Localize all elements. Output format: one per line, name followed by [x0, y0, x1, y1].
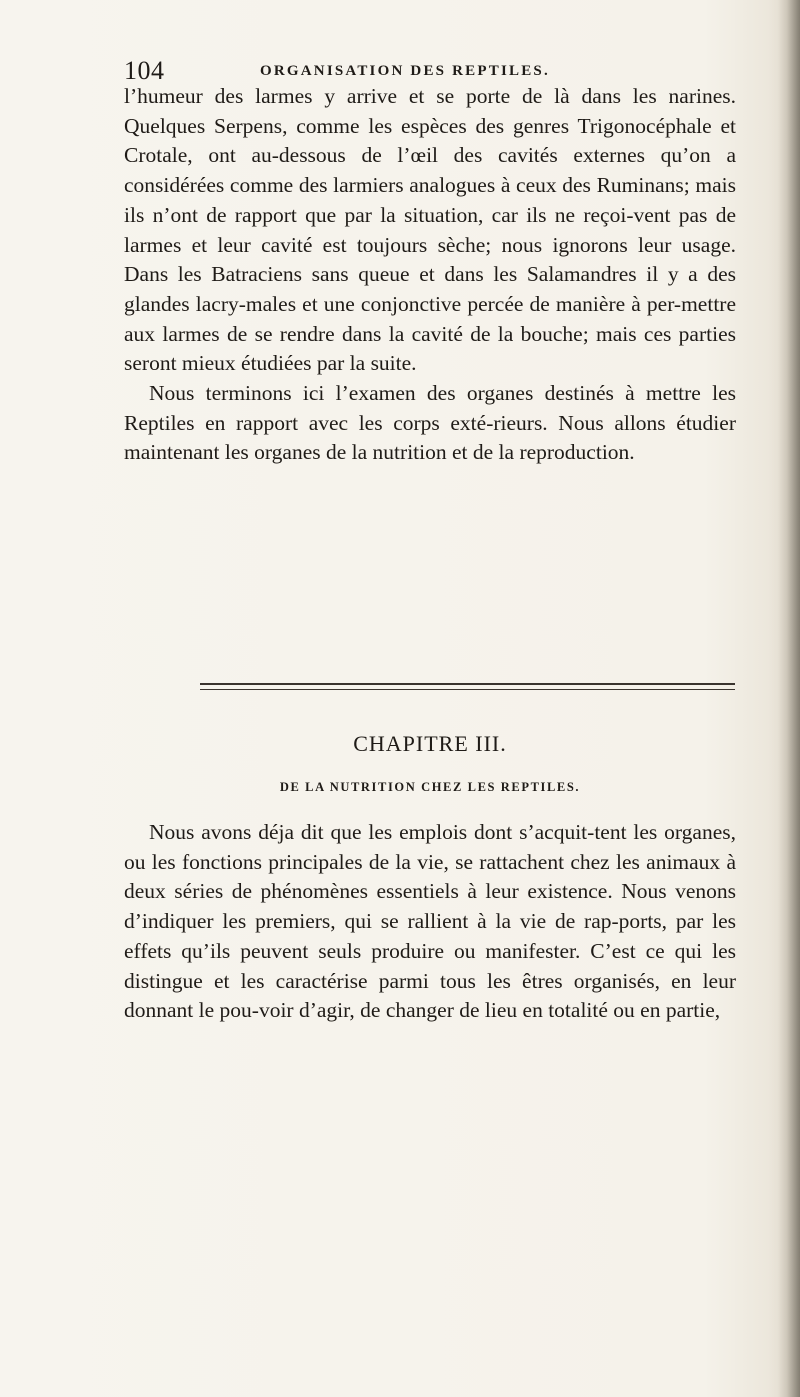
page-edge-shadow: [778, 0, 800, 1397]
paragraph: Nous terminons ici l’examen des organes destinés à mettre les Reptiles en rapport avec les corps exté-rieurs. Nous allons étudier maintenant les organes de la nutrition et de la reproduction.: [124, 381, 736, 465]
chapter-divider-thin: [200, 689, 735, 690]
text-block-before-chapter: [124, 82, 736, 468]
paragraph: l’humeur des larmes y arrive et se porte de là dans les narines. Quelques Serpens, comme les espèces des genres Trigonocéphale et Crotale, ont au-dessous de l’œil des cavités externes qu’on a considérées comme des larmiers analogues à ceux des Ruminans; mais ils n’ont de rapport que par la situation, car ils ne reçoi-vent pas de larmes et leur cavité est toujours sèche; nous ignorons leur usage. Dans les Batraciens sans queue et dans les Salamandres il y a des glandes lacry-males et une conjonctive percée de manière à per-mettre aux larmes de se rendre dans la cavité de la bouche; mais ces parties seront mieux étudiées par la suite.: [124, 84, 736, 376]
chapter-subtitle: DE LA NUTRITION CHEZ LES REPTILES.: [279, 780, 581, 794]
chapter-title: CHAPITRE III.: [353, 731, 507, 756]
paragraph: Nous avons déja dit que les emplois dont s’acquit-tent les organes, ou les fonctions principales de la vie, se rattachent chez les animaux à deux séries de phénomènes essentiels à leur existence. Nous venons d’indiquer les premiers, qui se rallient à la vie de rap-ports, par les effets qu’ils peuvent seuls produire ou manifester. C’est ce qui les distingue et les caractérise parmi tous les êtres organisés, en leur donnant le pou-voir d’agir, de changer de lieu en totalité ou en partie,: [124, 820, 736, 1023]
running-head: ORGANISATION DES REPTILES.: [260, 63, 550, 79]
text-block-after-chapter: [124, 818, 736, 1026]
page-number: 104: [124, 56, 165, 85]
chapter-divider-thick: [200, 683, 735, 685]
